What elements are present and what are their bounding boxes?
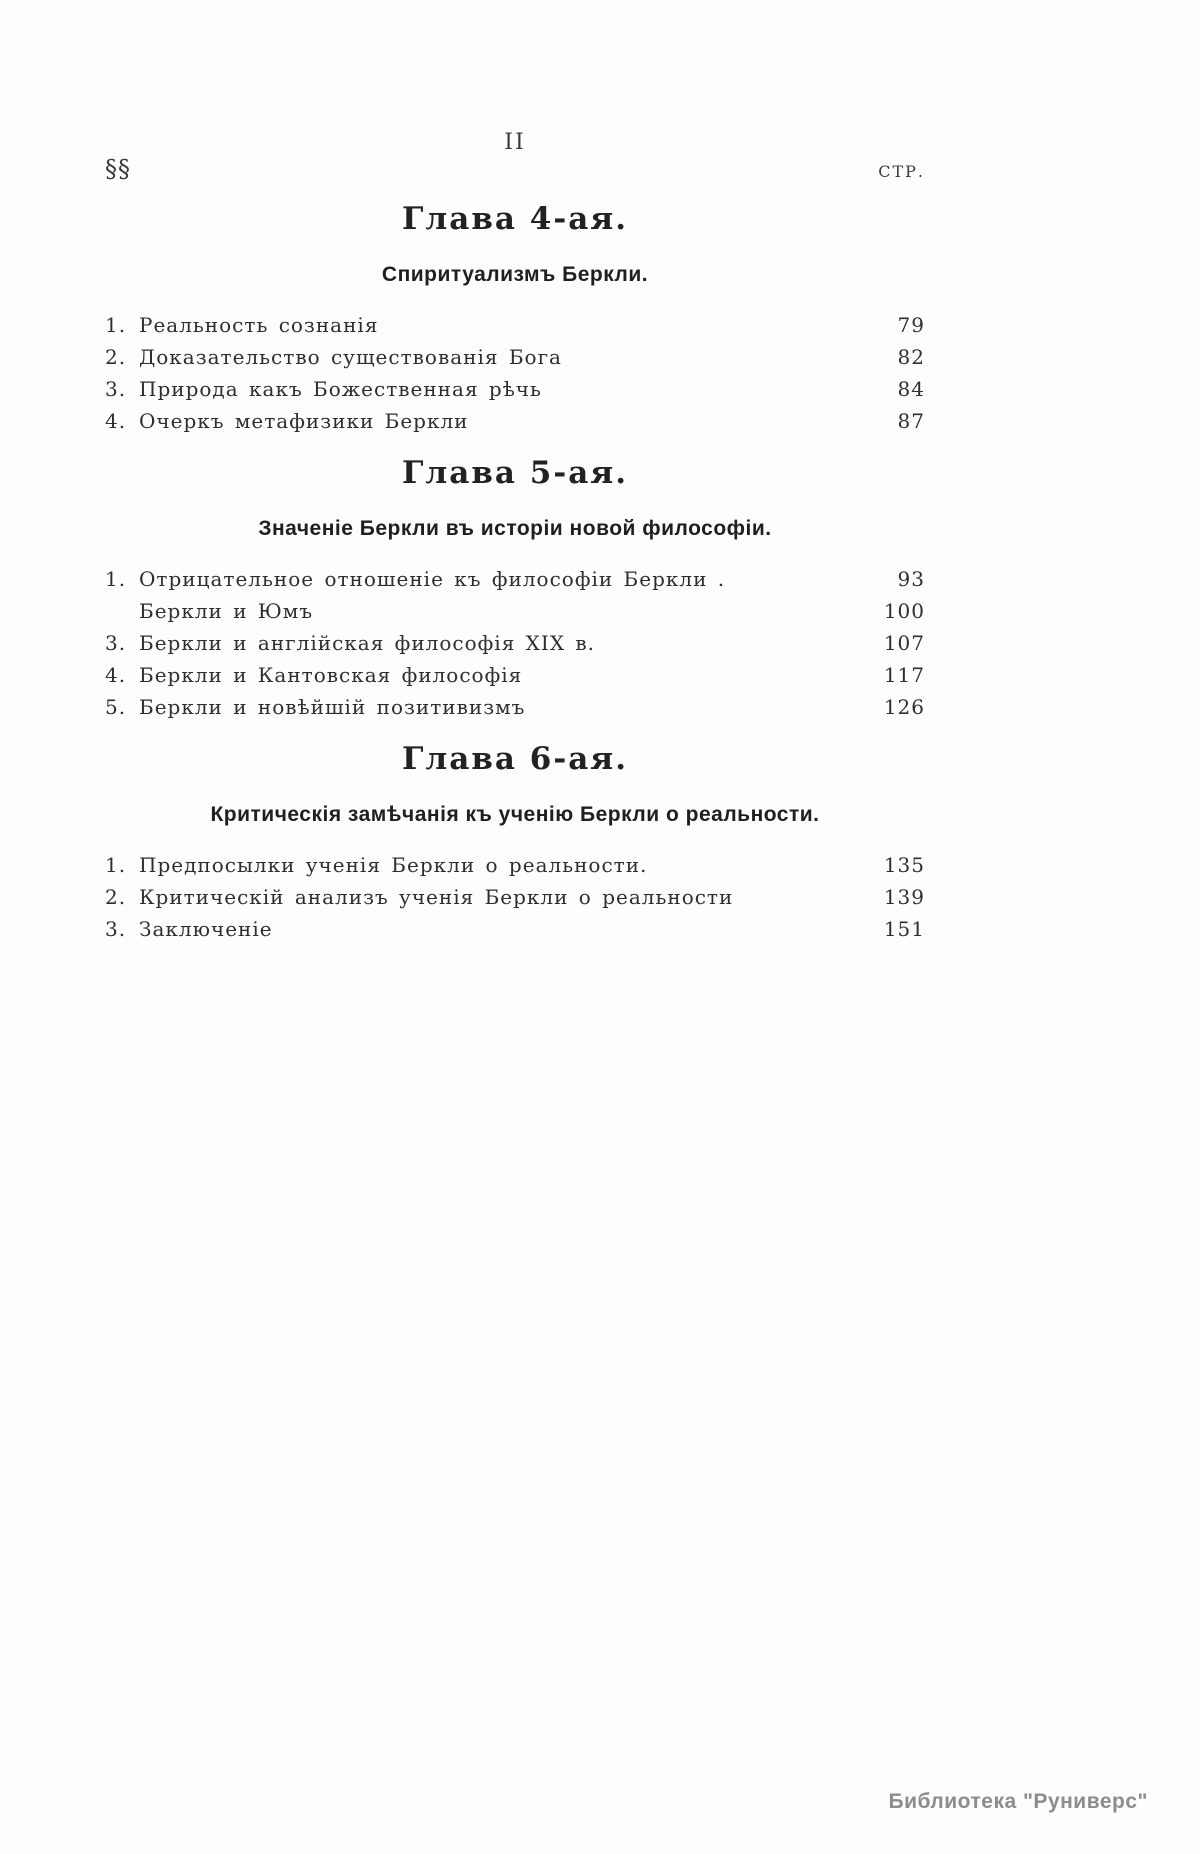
- chapter-5-toc-list: [105, 563, 925, 723]
- chapter-6-heading: Глава 6-ая.: [402, 741, 628, 777]
- toc-item-title: Реальность сознанія: [139, 313, 379, 337]
- toc-item-number: 1.: [105, 567, 127, 591]
- toc-item-title: Доказательство существованія Бога: [139, 345, 562, 369]
- toc-item-number: 2.: [105, 885, 127, 909]
- toc-item-title: Предпосылки ученія Беркли о реальности.: [139, 853, 648, 877]
- toc-item-page: 87: [897, 409, 925, 433]
- toc-item-page: 139: [883, 885, 925, 909]
- toc-item-page: 126: [883, 695, 925, 719]
- toc-row: [105, 659, 925, 691]
- toc-item-page: 82: [897, 345, 925, 369]
- chapter-6-toc-list: [105, 849, 925, 945]
- toc-item-number: 4.: [105, 409, 127, 433]
- page-number: II: [504, 130, 526, 155]
- toc-item-page: 93: [897, 567, 925, 591]
- toc-item-page: 84: [897, 377, 925, 401]
- toc-item-page: 107: [883, 631, 925, 655]
- toc-row: [105, 913, 925, 945]
- toc-row: [105, 595, 925, 627]
- toc-item-number: 1.: [105, 313, 127, 337]
- section-mark-header: §§: [105, 155, 131, 183]
- toc-row: [105, 563, 925, 595]
- chapter-5-heading: Глава 5-ая.: [402, 455, 628, 491]
- toc-item-number: 3.: [105, 917, 127, 941]
- toc-item-title: Беркли и англійская философія XIX в.: [139, 631, 596, 655]
- library-watermark: Библиотека "Руниверс": [888, 1790, 1148, 1813]
- toc-row: [105, 373, 925, 405]
- toc-item-title: Беркли и новѣйшій позитивизмъ: [139, 695, 526, 719]
- page-column-header: СТР.: [878, 162, 925, 181]
- toc-item-number: 3.: [105, 631, 127, 655]
- toc-row: [105, 341, 925, 373]
- chapter-5-subtitle: Значеніе Беркли въ исторіи новой философіи.: [258, 517, 772, 540]
- column-headers: [105, 155, 925, 183]
- page-content: [105, 130, 925, 945]
- toc-row: [105, 691, 925, 723]
- toc-row: [105, 405, 925, 437]
- toc-item-page: 135: [883, 853, 925, 877]
- toc-row: [105, 627, 925, 659]
- chapter-4-toc-list: [105, 309, 925, 437]
- toc-item-title: Природа какъ Божественная рѣчь: [139, 377, 542, 401]
- toc-item-title: Очеркъ метафизики Беркли: [139, 409, 469, 433]
- toc-item-page: 117: [883, 663, 925, 687]
- toc-item-number: 5.: [105, 695, 127, 719]
- toc-item-title: Критическій анализъ ученія Беркли о реальности: [139, 885, 734, 909]
- toc-item-number: 4.: [105, 663, 127, 687]
- toc-item-number: 2.: [105, 345, 127, 369]
- toc-row: [105, 881, 925, 913]
- toc-item-title: Заключеніе: [139, 917, 273, 941]
- toc-item-title: Беркли и Кантовская философія: [139, 663, 523, 687]
- toc-item-page: 151: [883, 917, 925, 941]
- toc-item-page: 100: [883, 599, 925, 623]
- toc-item-number: 3.: [105, 377, 127, 401]
- toc-row: [105, 849, 925, 881]
- chapter-4-subtitle: Спиритуализмъ Беркли.: [381, 263, 649, 286]
- toc-row: [105, 309, 925, 341]
- toc-item-number: 1.: [105, 853, 127, 877]
- toc-item-title: Беркли и Юмъ: [139, 599, 314, 623]
- chapter-6-subtitle: Критическія замѣчанія къ ученію Беркли о реальности.: [210, 803, 820, 826]
- chapter-4-heading: Глава 4-ая.: [402, 201, 628, 237]
- toc-item-page: 79: [897, 313, 925, 337]
- toc-item-title: Отрицательное отношеніе къ философіи Беркли .: [139, 567, 726, 591]
